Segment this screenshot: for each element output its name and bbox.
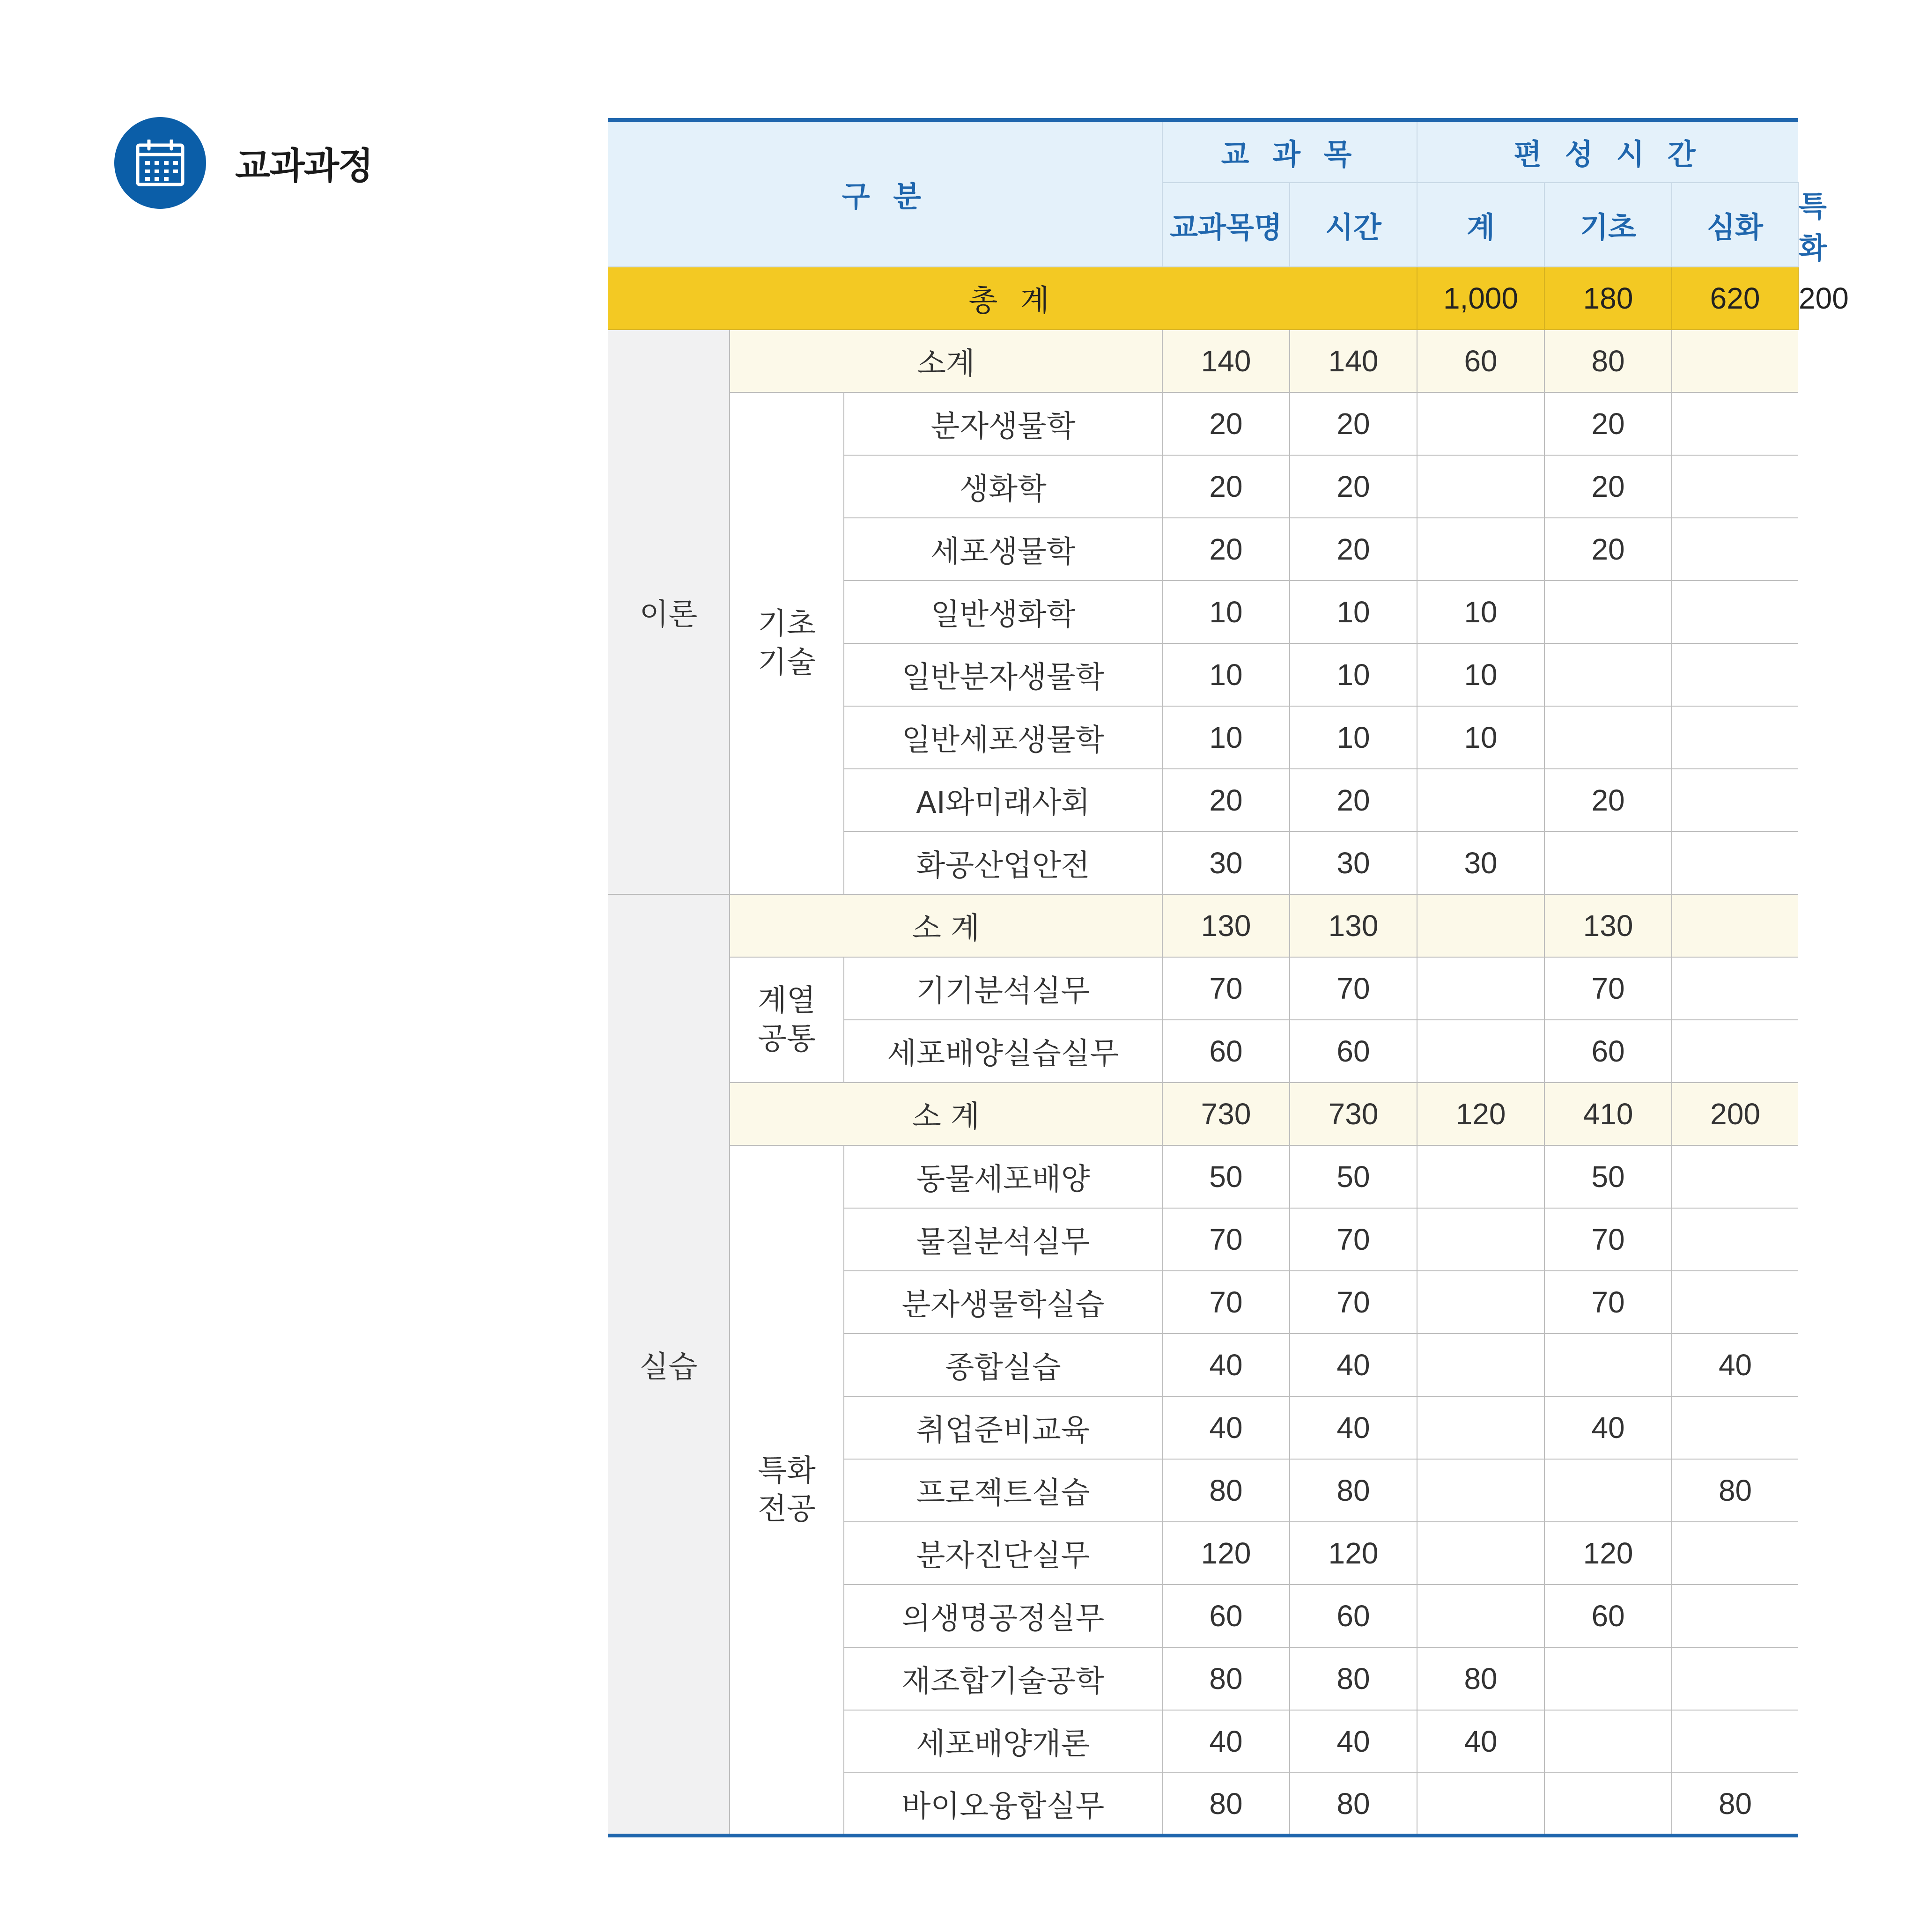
subject-name: 분자생물학실습: [844, 1271, 1162, 1334]
subject-name: 일반세포생물학: [844, 706, 1162, 769]
subject-sum: 60: [1290, 1585, 1417, 1647]
total-advanced: 620: [1672, 267, 1798, 330]
subject-advanced: 50: [1544, 1145, 1672, 1208]
header-schedule-group: 편 성 시 간: [1417, 120, 1798, 183]
subject-name: 세포배양개론: [844, 1710, 1162, 1773]
category-practice: 실습: [608, 894, 730, 1836]
header-basic: 기초: [1544, 183, 1672, 267]
subject-name: 동물세포배양: [844, 1145, 1162, 1208]
subject-advanced: [1544, 1459, 1672, 1522]
subject-name: 취업준비교육: [844, 1396, 1162, 1459]
subject-special: 80: [1672, 1773, 1798, 1836]
subject-hours: 40: [1162, 1396, 1290, 1459]
header-subject-group: 교 과 목: [1162, 120, 1417, 183]
subject-special: [1672, 392, 1798, 455]
subject-name: 종합실습: [844, 1334, 1162, 1396]
subtotal-label: 소 계: [730, 1083, 1162, 1145]
subject-basic: [1417, 1522, 1544, 1585]
subject-sum: 20: [1290, 392, 1417, 455]
header-row-2: 교과목명 시간 계 기초 심화 특화: [608, 183, 1798, 267]
section-title: 교과과정: [235, 145, 373, 187]
subject-hours: 70: [1162, 1271, 1290, 1334]
subject-special: 80: [1672, 1459, 1798, 1522]
subject-name: 기기분석실무: [844, 957, 1162, 1020]
subject-advanced: 60: [1544, 1585, 1672, 1647]
header-division: 구 분: [608, 120, 1162, 267]
subject-name: 세포생물학: [844, 518, 1162, 581]
subject-name: 의생명공정실무: [844, 1585, 1162, 1647]
subject-advanced: 40: [1544, 1396, 1672, 1459]
subject-special: [1672, 706, 1798, 769]
subject-basic: [1417, 769, 1544, 832]
theory-subtotal-row: [608, 330, 1798, 392]
total-basic: 180: [1544, 267, 1672, 330]
subtotal-advanced: 130: [1544, 894, 1672, 957]
calendar-icon: [114, 117, 206, 209]
subtotal-hours: 130: [1162, 894, 1290, 957]
subject-advanced: 70: [1544, 957, 1672, 1020]
subject-hours: 20: [1162, 518, 1290, 581]
subject-name: AI와미래사회: [844, 769, 1162, 832]
subject-hours: 60: [1162, 1020, 1290, 1083]
subject-special: [1672, 1208, 1798, 1271]
header-advanced: 심화: [1672, 183, 1798, 267]
subject-basic: [1417, 1459, 1544, 1522]
subject-advanced: 20: [1544, 455, 1672, 518]
subject-hours: 80: [1162, 1647, 1290, 1710]
subject-sum: 20: [1290, 455, 1417, 518]
subject-special: [1672, 1020, 1798, 1083]
subject-special: [1672, 643, 1798, 706]
subject-special: [1672, 1522, 1798, 1585]
subject-sum: 60: [1290, 1020, 1417, 1083]
header-subject-name: 교과목명: [1162, 183, 1290, 267]
section-heading: [114, 116, 372, 210]
subtotal-basic: [1417, 894, 1544, 957]
subject-sum: 70: [1290, 1271, 1417, 1334]
subject-sum: 70: [1290, 957, 1417, 1020]
subject-hours: 60: [1162, 1585, 1290, 1647]
subject-hours: 80: [1162, 1459, 1290, 1522]
subject-sum: 10: [1290, 643, 1417, 706]
group-line: 특화: [758, 1453, 816, 1488]
subject-name: 프로젝트실습: [844, 1459, 1162, 1522]
subject-basic: 10: [1417, 581, 1544, 643]
subtotal-basic: 60: [1417, 330, 1544, 392]
subject-hours: 30: [1162, 832, 1290, 894]
subject-advanced: 60: [1544, 1020, 1672, 1083]
subtotal-sum: 130: [1290, 894, 1417, 957]
subtotal-advanced: 80: [1544, 330, 1672, 392]
subject-sum: 70: [1290, 1208, 1417, 1271]
group-line: 계열: [758, 983, 816, 1018]
subject-basic: 40: [1417, 1710, 1544, 1773]
subject-sum: 30: [1290, 832, 1417, 894]
subject-advanced: [1544, 1647, 1672, 1710]
header-hours: 시간: [1290, 183, 1417, 267]
subject-advanced: 20: [1544, 518, 1672, 581]
subject-hours: 70: [1162, 957, 1290, 1020]
subject-basic: [1417, 455, 1544, 518]
subject-sum: 40: [1290, 1396, 1417, 1459]
header-sum: 계: [1417, 183, 1544, 267]
subject-advanced: [1544, 1773, 1672, 1836]
subject-sum: 40: [1290, 1334, 1417, 1396]
subject-advanced: [1544, 581, 1672, 643]
subject-special: [1672, 1647, 1798, 1710]
subject-basic: [1417, 1585, 1544, 1647]
subject-special: 40: [1672, 1334, 1798, 1396]
subject-sum: 40: [1290, 1710, 1417, 1773]
subtotal-special: 200: [1672, 1083, 1798, 1145]
subject-name: 재조합기술공학: [844, 1647, 1162, 1710]
subject-hours: 40: [1162, 1334, 1290, 1396]
subject-special: [1672, 581, 1798, 643]
subtotal-sum: 140: [1290, 330, 1417, 392]
subject-basic: [1417, 1773, 1544, 1836]
subject-basic: [1417, 1334, 1544, 1396]
subject-sum: 50: [1290, 1145, 1417, 1208]
subtotal-special: [1672, 894, 1798, 957]
subject-special: [1672, 1585, 1798, 1647]
subject-hours: 120: [1162, 1522, 1290, 1585]
table-row: [608, 957, 1798, 1020]
subject-special: [1672, 455, 1798, 518]
subject-name: 일반생화학: [844, 581, 1162, 643]
subject-sum: 80: [1290, 1773, 1417, 1836]
subject-advanced: 120: [1544, 1522, 1672, 1585]
header-row-1: [608, 120, 1798, 183]
subject-hours: 10: [1162, 581, 1290, 643]
subject-basic: [1417, 957, 1544, 1020]
subject-advanced: [1544, 643, 1672, 706]
subject-special: [1672, 1396, 1798, 1459]
subject-hours: 40: [1162, 1710, 1290, 1773]
subject-sum: 120: [1290, 1522, 1417, 1585]
subtotal-label: 소계: [730, 330, 1162, 392]
total-sum: 1,000: [1417, 267, 1544, 330]
subject-sum: 80: [1290, 1459, 1417, 1522]
subject-sum: 80: [1290, 1647, 1417, 1710]
subject-basic: [1417, 1020, 1544, 1083]
subject-basic: [1417, 1396, 1544, 1459]
subtotal-hours: 730: [1162, 1083, 1290, 1145]
group-basic-skills: [730, 392, 844, 894]
subject-hours: 20: [1162, 392, 1290, 455]
subject-hours: 70: [1162, 1208, 1290, 1271]
subject-sum: 10: [1290, 581, 1417, 643]
subject-hours: 20: [1162, 769, 1290, 832]
subject-basic: [1417, 1145, 1544, 1208]
subtotal-hours: 140: [1162, 330, 1290, 392]
subject-advanced: [1544, 706, 1672, 769]
subject-advanced: 20: [1544, 392, 1672, 455]
subtotal-basic: 120: [1417, 1083, 1544, 1145]
subject-name: 생화학: [844, 455, 1162, 518]
subject-special: [1672, 1710, 1798, 1773]
total-label: 총 계: [608, 267, 1417, 330]
subject-advanced: [1544, 832, 1672, 894]
subject-hours: 10: [1162, 643, 1290, 706]
group-special-major: [730, 1145, 844, 1836]
subject-sum: 20: [1290, 769, 1417, 832]
subject-advanced: 70: [1544, 1271, 1672, 1334]
subtotal-label: 소 계: [730, 894, 1162, 957]
subject-special: [1672, 518, 1798, 581]
subject-hours: 80: [1162, 1773, 1290, 1836]
subject-advanced: [1544, 1334, 1672, 1396]
table-row: [608, 392, 1798, 455]
table-row: [608, 1145, 1798, 1208]
subject-sum: 20: [1290, 518, 1417, 581]
subject-basic: 10: [1417, 643, 1544, 706]
subject-name: 물질분석실무: [844, 1208, 1162, 1271]
subject-basic: [1417, 518, 1544, 581]
subtotal-advanced: 410: [1544, 1083, 1672, 1145]
subtotal-special: [1672, 330, 1798, 392]
subject-name: 분자진단실무: [844, 1522, 1162, 1585]
major-subtotal-row: [608, 1083, 1798, 1145]
subject-special: [1672, 832, 1798, 894]
subject-name: 바이오융합실무: [844, 1773, 1162, 1836]
subject-name: 화공산업안전: [844, 832, 1162, 894]
subject-hours: 10: [1162, 706, 1290, 769]
subject-name: 일반분자생물학: [844, 643, 1162, 706]
group-line: 전공: [758, 1491, 816, 1526]
subtotal-sum: 730: [1290, 1083, 1417, 1145]
subject-special: [1672, 1145, 1798, 1208]
category-theory: 이론: [608, 330, 730, 894]
subject-basic: [1417, 1208, 1544, 1271]
subject-sum: 10: [1290, 706, 1417, 769]
curriculum-table: [608, 118, 1849, 1837]
subject-hours: 50: [1162, 1145, 1290, 1208]
subject-special: [1672, 769, 1798, 832]
subject-basic: 10: [1417, 706, 1544, 769]
subject-special: [1672, 1271, 1798, 1334]
subject-advanced: 20: [1544, 769, 1672, 832]
subject-advanced: [1544, 1710, 1672, 1773]
subject-basic: 30: [1417, 832, 1544, 894]
group-line: 기술: [758, 645, 816, 680]
total-row: 총 계 1,000 180 620 200: [608, 267, 1798, 330]
group-line: 기초: [758, 607, 816, 642]
subject-special: [1672, 957, 1798, 1020]
subject-hours: 20: [1162, 455, 1290, 518]
group-line: 공통: [758, 1022, 816, 1056]
subject-advanced: 70: [1544, 1208, 1672, 1271]
group-common: [730, 957, 844, 1083]
subject-name: 분자생물학: [844, 392, 1162, 455]
subject-name: 세포배양실습실무: [844, 1020, 1162, 1083]
subject-basic: [1417, 1271, 1544, 1334]
common-subtotal-row: [608, 894, 1798, 957]
subject-basic: [1417, 392, 1544, 455]
subject-basic: 80: [1417, 1647, 1544, 1710]
